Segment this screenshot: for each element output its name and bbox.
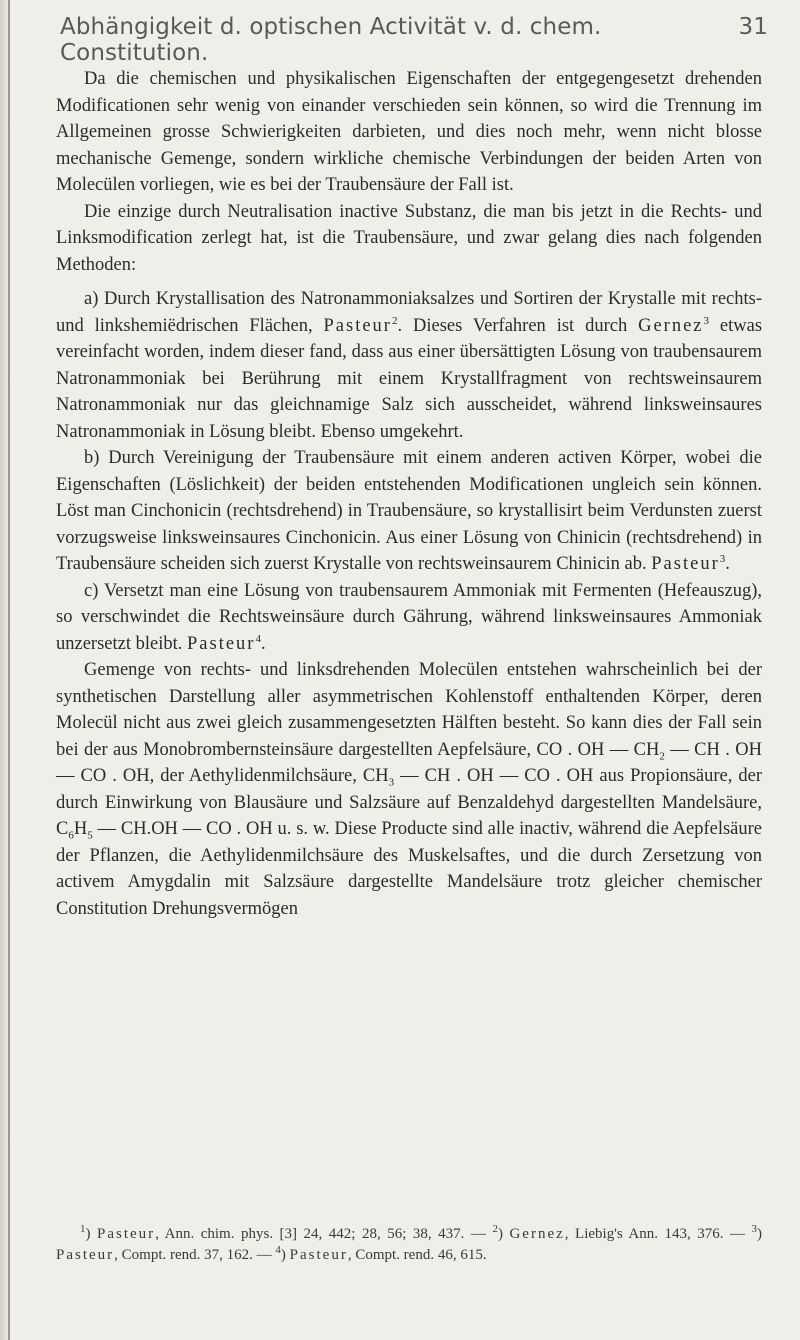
author-pasteur: Pasteur	[323, 315, 392, 336]
method-a-text: a) Durch Krystallisation des Natronammoniaksalzes und Sortiren der Krystalle mit rechts- und linkshemiëdrischen Flächen,	[56, 289, 762, 336]
footnote-ref: 3	[719, 552, 726, 565]
footnote-ref: 2	[391, 314, 398, 327]
method-a-text-2: . Dieses Verfahren ist durch	[397, 315, 628, 336]
footnote-ref: 4	[255, 632, 261, 645]
method-b-paragraph: b) Durch Vereinigung der Traubensäure mit einem anderen activen Körper, wobei die Eigenschaften (Löslichkeit) der beiden entstehenden Modificationen ungleich sein können. Löst man Cinchonicin (rechtsdrehend) in Traubensäure, so krystallisirt beim Verdunsten zuerst vorzugsweise linksweinsaures Cinchonicin. Aus einer Lösung von Chinicin (rechtsdrehend) in Traubensäure scheiden sich zuerst Krystalle von rechtsweinsaurem Chinicin ab. Pasteur$^3$.	[56, 448, 762, 574]
footnote-mark: 4	[275, 1244, 281, 1256]
footnote-block: $^1$) Pasteur, Ann. chim. phys. [3] 24, 442; 28, 56; 38, 437. — $^2$) Gernez, Liebig's Ann. 143, 376. — $^3$) Pasteur, Compt. rend. 37, 162. — $^4$) Pasteur, Compt. rend. 46, 615.	[56, 1223, 763, 1263]
binding-gutter-line	[8, 0, 10, 1340]
main-text	[56, 66, 762, 922]
footnote-text: , Compt. rend. 37, 162. —	[114, 1247, 272, 1263]
author-pasteur: Pasteur	[651, 554, 720, 574]
footnotes	[56, 1224, 762, 1266]
page-number: 31	[738, 14, 768, 40]
author-pasteur: Pasteur	[187, 633, 256, 654]
subscript: 2	[659, 750, 665, 763]
subscript: 3	[388, 776, 395, 789]
paragraph-1: Da die chemischen und physikalischen Eigenschaften der entgegengesetzt drehenden Modificationen sehr wenig von einander verschieden sein können, so wird die Trennung im Allgemeinen grosse Schwierigkeiten darbieten, und dies noch mehr, wenn nicht blosse mechanische Gemenge, sondern wirkliche chemische Verbindungen der beiden Arten von Molecülen vorliegen, wie es bei der Traubensäure der Fall ist.	[56, 69, 762, 195]
author-gernez: Gernez	[638, 315, 704, 336]
page-edge-shadow	[0, 0, 20, 1340]
last-text-4: — CH.OH — CO . OH u. s. w. Diese Producte sind alle inactiv, während die Aepfelsäure der Pflanzen, die Aethylidenmilchsäure des Muskelsaftes, und die durch Zersetzung von activem Amygdalin mit Salzsäure dargestellte Mandelsäure trotz gleicher chemischer Constitution Drehungsvermögen	[56, 819, 763, 919]
footnote-author: Gernez	[509, 1226, 565, 1242]
footnote-mark: 1	[80, 1223, 86, 1235]
method-a-paragraph	[56, 286, 762, 445]
last-text-2: — CH . OH — CO . OH, der Aethylidenmilchsäure, CH	[56, 739, 763, 786]
running-title: Abhängigkeit d. optischen Activität v. d. chem. Constitution.	[60, 14, 602, 66]
method-b-text: b) Durch Vereinigung der Traubensäure mit einem anderen activen Körper, wobei die Eigenschaften (Löslichkeit) der beiden entstehenden Modificationen ungleich sein können. Löst man Cinchonicin (rechtsdrehend) in Traubensäure, so krystallisirt beim Verdunsten zuerst vorzugsweise linksweinsaures Cinchonicin. Aus einer Lösung von Chinicin (rechtsdrehend) in Traubensäure scheiden sich zuerst Krystalle von rechtsweinsaurem Chinicin ab.	[56, 448, 762, 574]
footnote-author: Pasteur	[56, 1247, 115, 1263]
subscript: 6	[68, 829, 74, 842]
method-c-text: c) Versetzt man eine Lösung von traubensaurem Ammoniak mit Fermenten (Hefeauszug), so verschwindet die Rechtsweinsäure durch Gährung, während linksweinsaures Ammoniak unzersetzt bleibt.	[56, 580, 762, 654]
method-a-text-3: etwas vereinfacht worden, indem dieser fand, dass aus einer übersättigten Lösung von traubensaurem Natronammoniak bei Berührung mit einem Krystallfragment von rechtsweinsaurem Natronammoniak nur das gleichnamige Salz sich ausscheidet, während linksweinsaures Natronammoniak in Lösung bleibt. Ebenso umgekehrt.	[56, 315, 763, 442]
footnote-author: Pasteur	[97, 1226, 156, 1242]
footnote-text: , Liebig's Ann. 143, 376. —	[564, 1226, 746, 1242]
paragraph-last: Gemenge von rechts- und linksdrehenden Molecülen entstehen wahrscheinlich bei der synthetischen Darstellung aller asymmetrischen Kohlenstoff enthaltenden Körper, deren Molecül nicht aus zwei gleich zusammengesetzten Hälften besteht. So kann dies der Fall sein bei der aus Monobrombernsteinsäure dargestellten Aepfelsäure, CO . OH — $CH_2$ — CH . OH — CO . OH, der Aethylidenmilchsäure, $CH_3$ — CH . OH — CO . OH aus Propionsäure, der durch Einwirkung von Blausäure und Salzsäure auf Benzaldehyd dargestellten Mandelsäure, $C_6H_5$ — CH.OH — CO . OH u. s. w. Diese Producte sind alle inactiv, während die Aepfelsäure der Pflanzen, die Aethylidenmilchsäure des Muskelsaftes, und die durch Zersetzung von activem Amygdalin mit Salzsäure dargestellte Mandelsäure trotz gleicher chemischer Constitution Drehungsvermögen	[56, 660, 763, 919]
method-c-paragraph: c) Versetzt man eine Lösung von traubensaurem Ammoniak mit Fermenten (Hefeauszug), so verschwindet die Rechtsweinsäure durch Gährung, während linksweinsaures Ammoniak unzersetzt bleibt. Pasteur$^4$.	[56, 580, 762, 654]
footnote-ref: 3	[703, 314, 710, 327]
footnote-mark: 2	[492, 1223, 498, 1235]
running-header	[60, 14, 768, 66]
subscript: 5	[87, 829, 93, 842]
footnote-text: , Compt. rend. 46, 615.	[347, 1247, 487, 1263]
paragraph-2: Die einzige durch Neutralisation inactive Substanz, die man bis jetzt in die Rechts- und Linksmodification zerlegt hat, ist die Traubensäure, und zwar gelang dies nach folgenden Methoden:	[56, 201, 762, 275]
last-text-3: — CH . OH — CO . OH aus Propionsäure, der durch Einwirkung von Blausäure und Salzsäure auf Benzaldehyd dargestellten Mandelsäure, C	[56, 766, 762, 839]
footnote-mark: 3	[751, 1223, 758, 1235]
footnote-text: , Ann. chim. phys. [3] 24, 442; 28, 56; 38, 437. —	[155, 1226, 486, 1242]
last-text-1: Gemenge von rechts- und linksdrehenden Molecülen entstehen wahrscheinlich bei der synthetischen Darstellung aller asymmetrischen Kohlenstoff enthaltenden Körper, deren Molecül nicht aus zwei gleich zusammengesetzten Hälften besteht. So kann dies der Fall sein bei der aus Monobrombernsteinsäure dargestellten Aepfelsäure, CO . OH — CH	[56, 660, 762, 760]
footnote-author: Pasteur	[289, 1247, 348, 1263]
